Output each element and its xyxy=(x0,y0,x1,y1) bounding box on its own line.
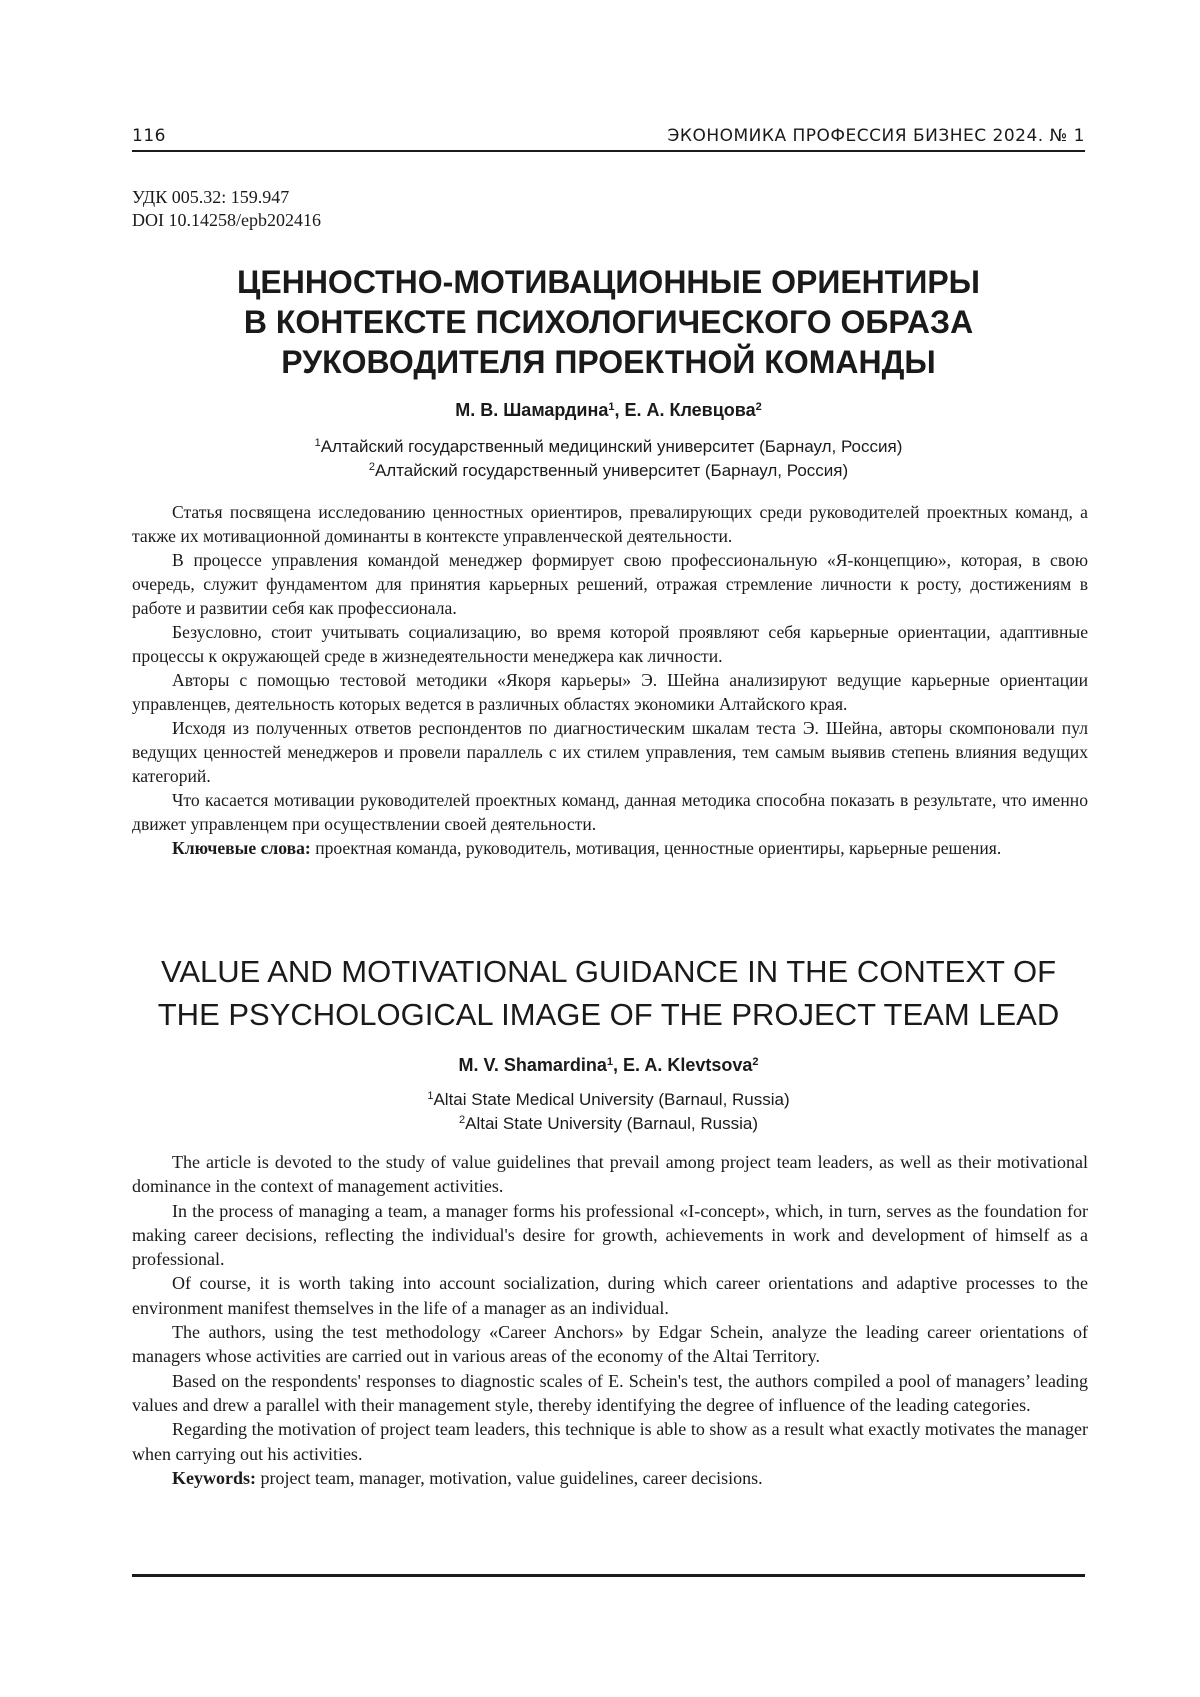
affiliation-marker: 1 xyxy=(314,437,321,449)
keywords-label: Keywords: xyxy=(172,1467,256,1488)
affiliation-marker: 1 xyxy=(608,401,615,413)
abstract-paragraph: Of course, it is worth taking into account socialization, during which career orientations and adaptive processes to the environment manifest themselves in the life of a manager as an individual. xyxy=(132,1273,1088,1318)
affiliation-text: Altai State University (Barnaul, Russia) xyxy=(465,1114,758,1133)
abstract-paragraph: Исходя из полученных ответов респондентов по диагностическим шкалам теста Э. Шейна, авторы скомпоновали пул ведущих ценностей менеджеров и провели параллель с их стилем управления, тем самым выявив степень влияния ведущих категорий. xyxy=(132,718,1088,786)
affiliation-text: Алтайский государственный университет (Барнаул, Россия) xyxy=(374,461,849,480)
abstract-paragraph: Авторы с помощью тестовой методики «Якоря карьеры» Э. Шейна анализируют ведущие карьерные ориентации управленцев, деятельность которых ведется в различных областях экономики Алтайского края. xyxy=(132,670,1088,714)
title-line: В КОНТЕКСТЕ ПСИХОЛОГИЧЕСКОГО ОБРАЗА xyxy=(243,304,974,340)
affiliation xyxy=(132,435,1085,459)
author-name: М. В. Шамардина xyxy=(455,400,609,420)
keywords-label: Ключевые слова: xyxy=(172,838,311,858)
affiliation-marker: 1 xyxy=(427,1090,434,1102)
authors-english: M. V. Shamardina$^1$, E. A. Klevtsova$^2$ xyxy=(458,1055,759,1075)
footer-rule xyxy=(132,1574,1085,1577)
affiliation-marker: 1 xyxy=(606,1056,613,1068)
article-identifiers xyxy=(132,186,321,232)
udc-code: УДК 005.32: 159.947 xyxy=(132,187,290,207)
abstract-paragraph: Что касается мотивации руководителей проектных команд, данная методика способна показать в результате, что именно движет управленцем при осуществлении своей деятельности. xyxy=(132,790,1088,834)
title-russian xyxy=(132,262,1085,382)
affiliation-marker: 2 xyxy=(755,401,762,413)
author-name: E. A. Klevtsova xyxy=(623,1055,753,1075)
header-rule xyxy=(132,150,1085,152)
title-english xyxy=(132,950,1085,1036)
abstract-paragraph: Regarding the motivation of project team leaders, this technique is able to show as a result what exactly motivates the manager when carrying out his activities. xyxy=(132,1419,1088,1464)
keywords xyxy=(132,1466,1088,1490)
author-name: Е. А. Клевцова xyxy=(624,400,756,420)
affiliation xyxy=(132,1112,1085,1136)
keywords xyxy=(132,836,1088,860)
affiliations-russian xyxy=(132,435,1085,483)
title-line: ЦЕННОСТНО-МОТИВАЦИОННЫЕ ОРИЕНТИРЫ xyxy=(236,264,980,300)
affiliation-marker: 2 xyxy=(368,461,375,473)
title-line: VALUE AND MOTIVATIONAL GUIDANCE IN THE CONTEXT OF xyxy=(160,954,1057,989)
keywords-text: проектная команда, руководитель, мотивация, ценностные ориентиры, карьерные решения. xyxy=(315,838,1002,858)
affiliations-english xyxy=(132,1088,1085,1136)
abstract-paragraph: In the process of managing a team, a manager forms his professional «I-concept», which, in turn, serves as the foundation for making career decisions, reflecting the individual's desire for growth, achievements in work and development of himself as a professional. xyxy=(132,1200,1088,1270)
affiliation-text: Altai State Medical University (Barnaul, Russia) xyxy=(433,1090,790,1109)
authors-russian: М. В. Шамардина$^1$, Е. А. Клевцова$^2$ xyxy=(455,400,762,420)
abstract-english xyxy=(132,1150,1088,1490)
affiliation-marker: 2 xyxy=(458,1114,466,1126)
author-name: M. V. Shamardina xyxy=(458,1055,607,1075)
abstract-paragraph: The article is devoted to the study of value guidelines that prevail among project team leaders, as well as their motivational dominance in the context of management activities. xyxy=(132,1152,1088,1197)
affiliation xyxy=(132,1088,1085,1112)
affiliation-text: Алтайский государственный медицинский университет (Барнаул, Россия) xyxy=(320,437,903,456)
abstract-paragraph: Статья посвящена исследованию ценностных ориентиров, превалирующих среди руководителей проектных команд, а также их мотивационной доминанты в контексте управленческой деятельности. xyxy=(132,502,1088,546)
doi-link[interactable]: DOI 10.14258/epb202416 xyxy=(132,210,321,230)
title-line: РУКОВОДИТЕЛЯ ПРОЕКТНОЙ КОМАНДЫ xyxy=(281,344,936,380)
page-number: 116 xyxy=(132,126,166,146)
keywords-text: project team, manager, motivation, value guidelines, career decisions. xyxy=(260,1467,763,1488)
title-line: THE PSYCHOLOGICAL IMAGE OF THE PROJECT TEAM LEAD xyxy=(157,997,1060,1032)
journal-name: ЭКОНОМИКА ПРОФЕССИЯ БИЗНЕС 2024. № 1 xyxy=(667,126,1085,146)
abstract-paragraph: Based on the respondents' responses to diagnostic scales of E. Schein's test, the authors compiled a pool of managers’ leading values and drew a parallel with their management style, thereby identifying the degree of influence of the leading categories. xyxy=(132,1370,1088,1415)
abstract-paragraph: The authors, using the test methodology «Career Anchors» by Edgar Schein, analyze the leading career orientations of managers whose activities are carried out in various areas of the economy of the Altai Territory. xyxy=(132,1322,1088,1367)
abstract-paragraph: В процессе управления командой менеджер формирует свою профессиональную «Я-концепцию», которая, в свою очередь, служит фундаментом для принятия карьерных решений, отражая стремление личности к росту, достижениям в работе и развитии себя как профессионала. xyxy=(132,550,1088,618)
abstract-paragraph: Безусловно, стоит учитывать социализацию, во время которой проявляют себя карьерные ориентации, адаптивные процессы к окружающей среде в жизнедеятельности менеджера как личности. xyxy=(132,622,1088,666)
affiliation xyxy=(132,459,1085,483)
abstract-russian xyxy=(132,500,1088,860)
affiliation-marker: 2 xyxy=(752,1056,759,1068)
